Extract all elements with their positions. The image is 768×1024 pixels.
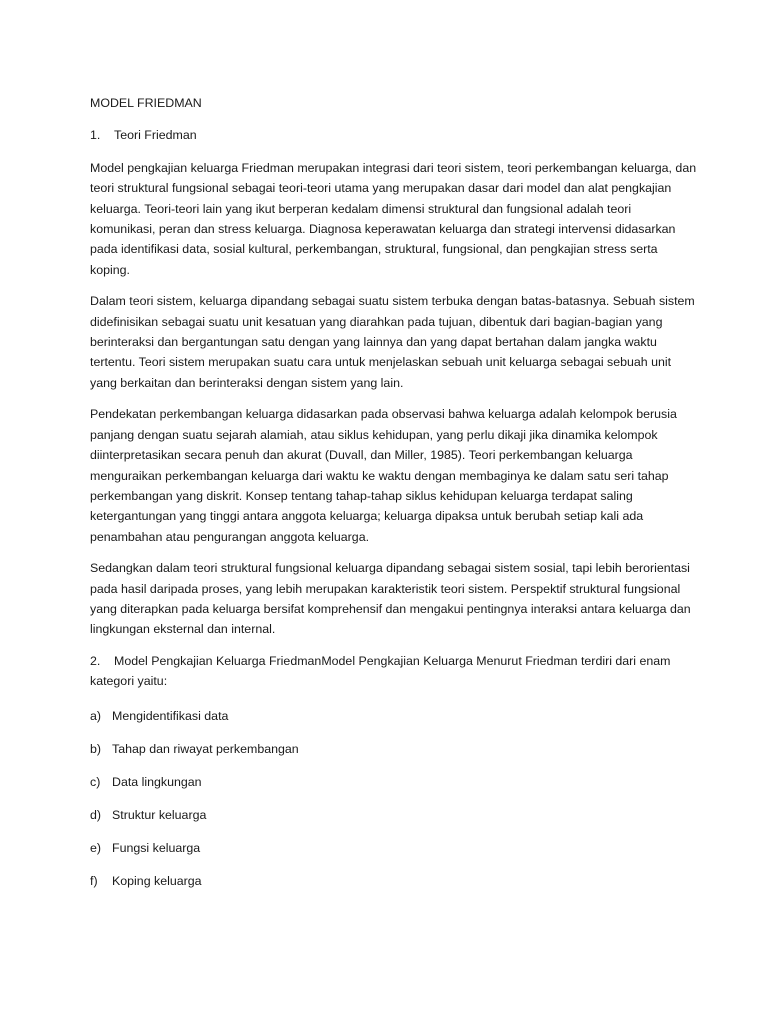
paragraph-structural-functional: Sedangkan dalam teori struktural fungsional keluarga dipandang sebagai sistem sosial, tapi lebih berorientasi pada hasil daripada proses, yang lebih merupakan karakteristik teori sistem. Perspektif struktural fungsional yang diterapkan pada keluarga bersifat komprehensif dan mengakui pentingnya interaksi antara keluarga dan lingkungan eksternal dan internal. bbox=[90, 561, 691, 637]
list-marker: f) bbox=[90, 873, 98, 888]
section-2-heading bbox=[90, 651, 698, 692]
list-item bbox=[90, 871, 698, 891]
section-2-number: 2. bbox=[90, 653, 101, 668]
list-item-label: Fungsi keluarga bbox=[112, 840, 201, 855]
list-item-label: Mengidentifikasi data bbox=[112, 708, 229, 723]
list-item bbox=[90, 805, 698, 825]
section-1-number: 1. bbox=[90, 128, 101, 143]
list-marker: a) bbox=[90, 708, 102, 723]
list-item bbox=[90, 739, 698, 759]
paragraph-system-theory: Dalam teori sistem, keluarga dipandang sebagai suatu sistem terbuka dengan batas-batasnya. Sebuah sistem didefinisikan sebagai suatu unit kesatuan yang diarahkan pada tujuan, dibentuk dari bagian-bagian yang berinteraksi dan bergantungan satu dengan yang lainnya dan yang dapat bertahan dalam jangka waktu tertentu. Teori sistem merupakan suatu cara untuk menjelaskan sebuah unit keluarga sebagai sebuah unit yang berkaitan dan berinteraksi dengan sistem yang lain. bbox=[90, 294, 695, 390]
section-2-text: Model Pengkajian Keluarga FriedmanModel Pengkajian Keluarga Menurut Friedman terdiri dari enam kategori yaitu: bbox=[90, 653, 671, 689]
section-1-heading bbox=[90, 125, 698, 145]
section-1-title: Teori Friedman bbox=[114, 128, 197, 143]
list-item bbox=[90, 838, 698, 858]
list-item-label: Data lingkungan bbox=[112, 774, 202, 789]
list-item-label: Tahap dan riwayat perkembangan bbox=[112, 741, 299, 756]
document-title: MODEL FRIEDMAN bbox=[90, 96, 202, 110]
list-item bbox=[90, 772, 698, 792]
list-item bbox=[90, 706, 698, 726]
list-marker: d) bbox=[90, 807, 102, 822]
list-marker: e) bbox=[90, 840, 102, 855]
paragraph-development-theory: Pendekatan perkembangan keluarga didasarkan pada observasi bahwa keluarga adalah kelompok berusia panjang dengan suatu sejarah alamiah, atau siklus kehidupan, yang perlu dikaji jika dinamika kelompok diinterpretasikan secara penuh dan akurat (Duvall, dan Miller, 1985). Teori perkembangan keluarga menguraikan perkembangan keluarga dari waktu ke waktu dengan membaginya ke dalam satu seri tahap perkembangan yang diskrit. Konsep tentang tahap-tahap siklus kehidupan keluarga terdapat saling ketergantungan yang tinggi antara anggota keluarga; keluarga dipaksa untuk berubah setiap kali ada penambahan atau pengurangan anggota keluarga. bbox=[90, 407, 677, 544]
category-list bbox=[90, 706, 698, 891]
list-marker: c) bbox=[90, 774, 101, 789]
list-item-label: Struktur keluarga bbox=[112, 807, 207, 822]
paragraph-friedman-model: Model pengkajian keluarga Friedman merupakan integrasi dari teori sistem, teori perkembangan keluarga, dan teori struktural fungsional sebagai teori-teori utama yang merupakan dasar dari model dan alat pengkajian keluarga. Teori-teori lain yang ikut berperan kedalam dimensi struktural dan fungsional adalah teori komunikasi, peran dan stress keluarga. Diagnosa keperawatan keluarga dan strategi intervensi didasarkan pada identifikasi data, sosial kultural, perkembangan, struktural, fungsional, dan pengkajian stress serta koping. bbox=[90, 160, 697, 277]
list-item-label: Koping keluarga bbox=[112, 873, 202, 888]
list-marker: b) bbox=[90, 741, 102, 756]
